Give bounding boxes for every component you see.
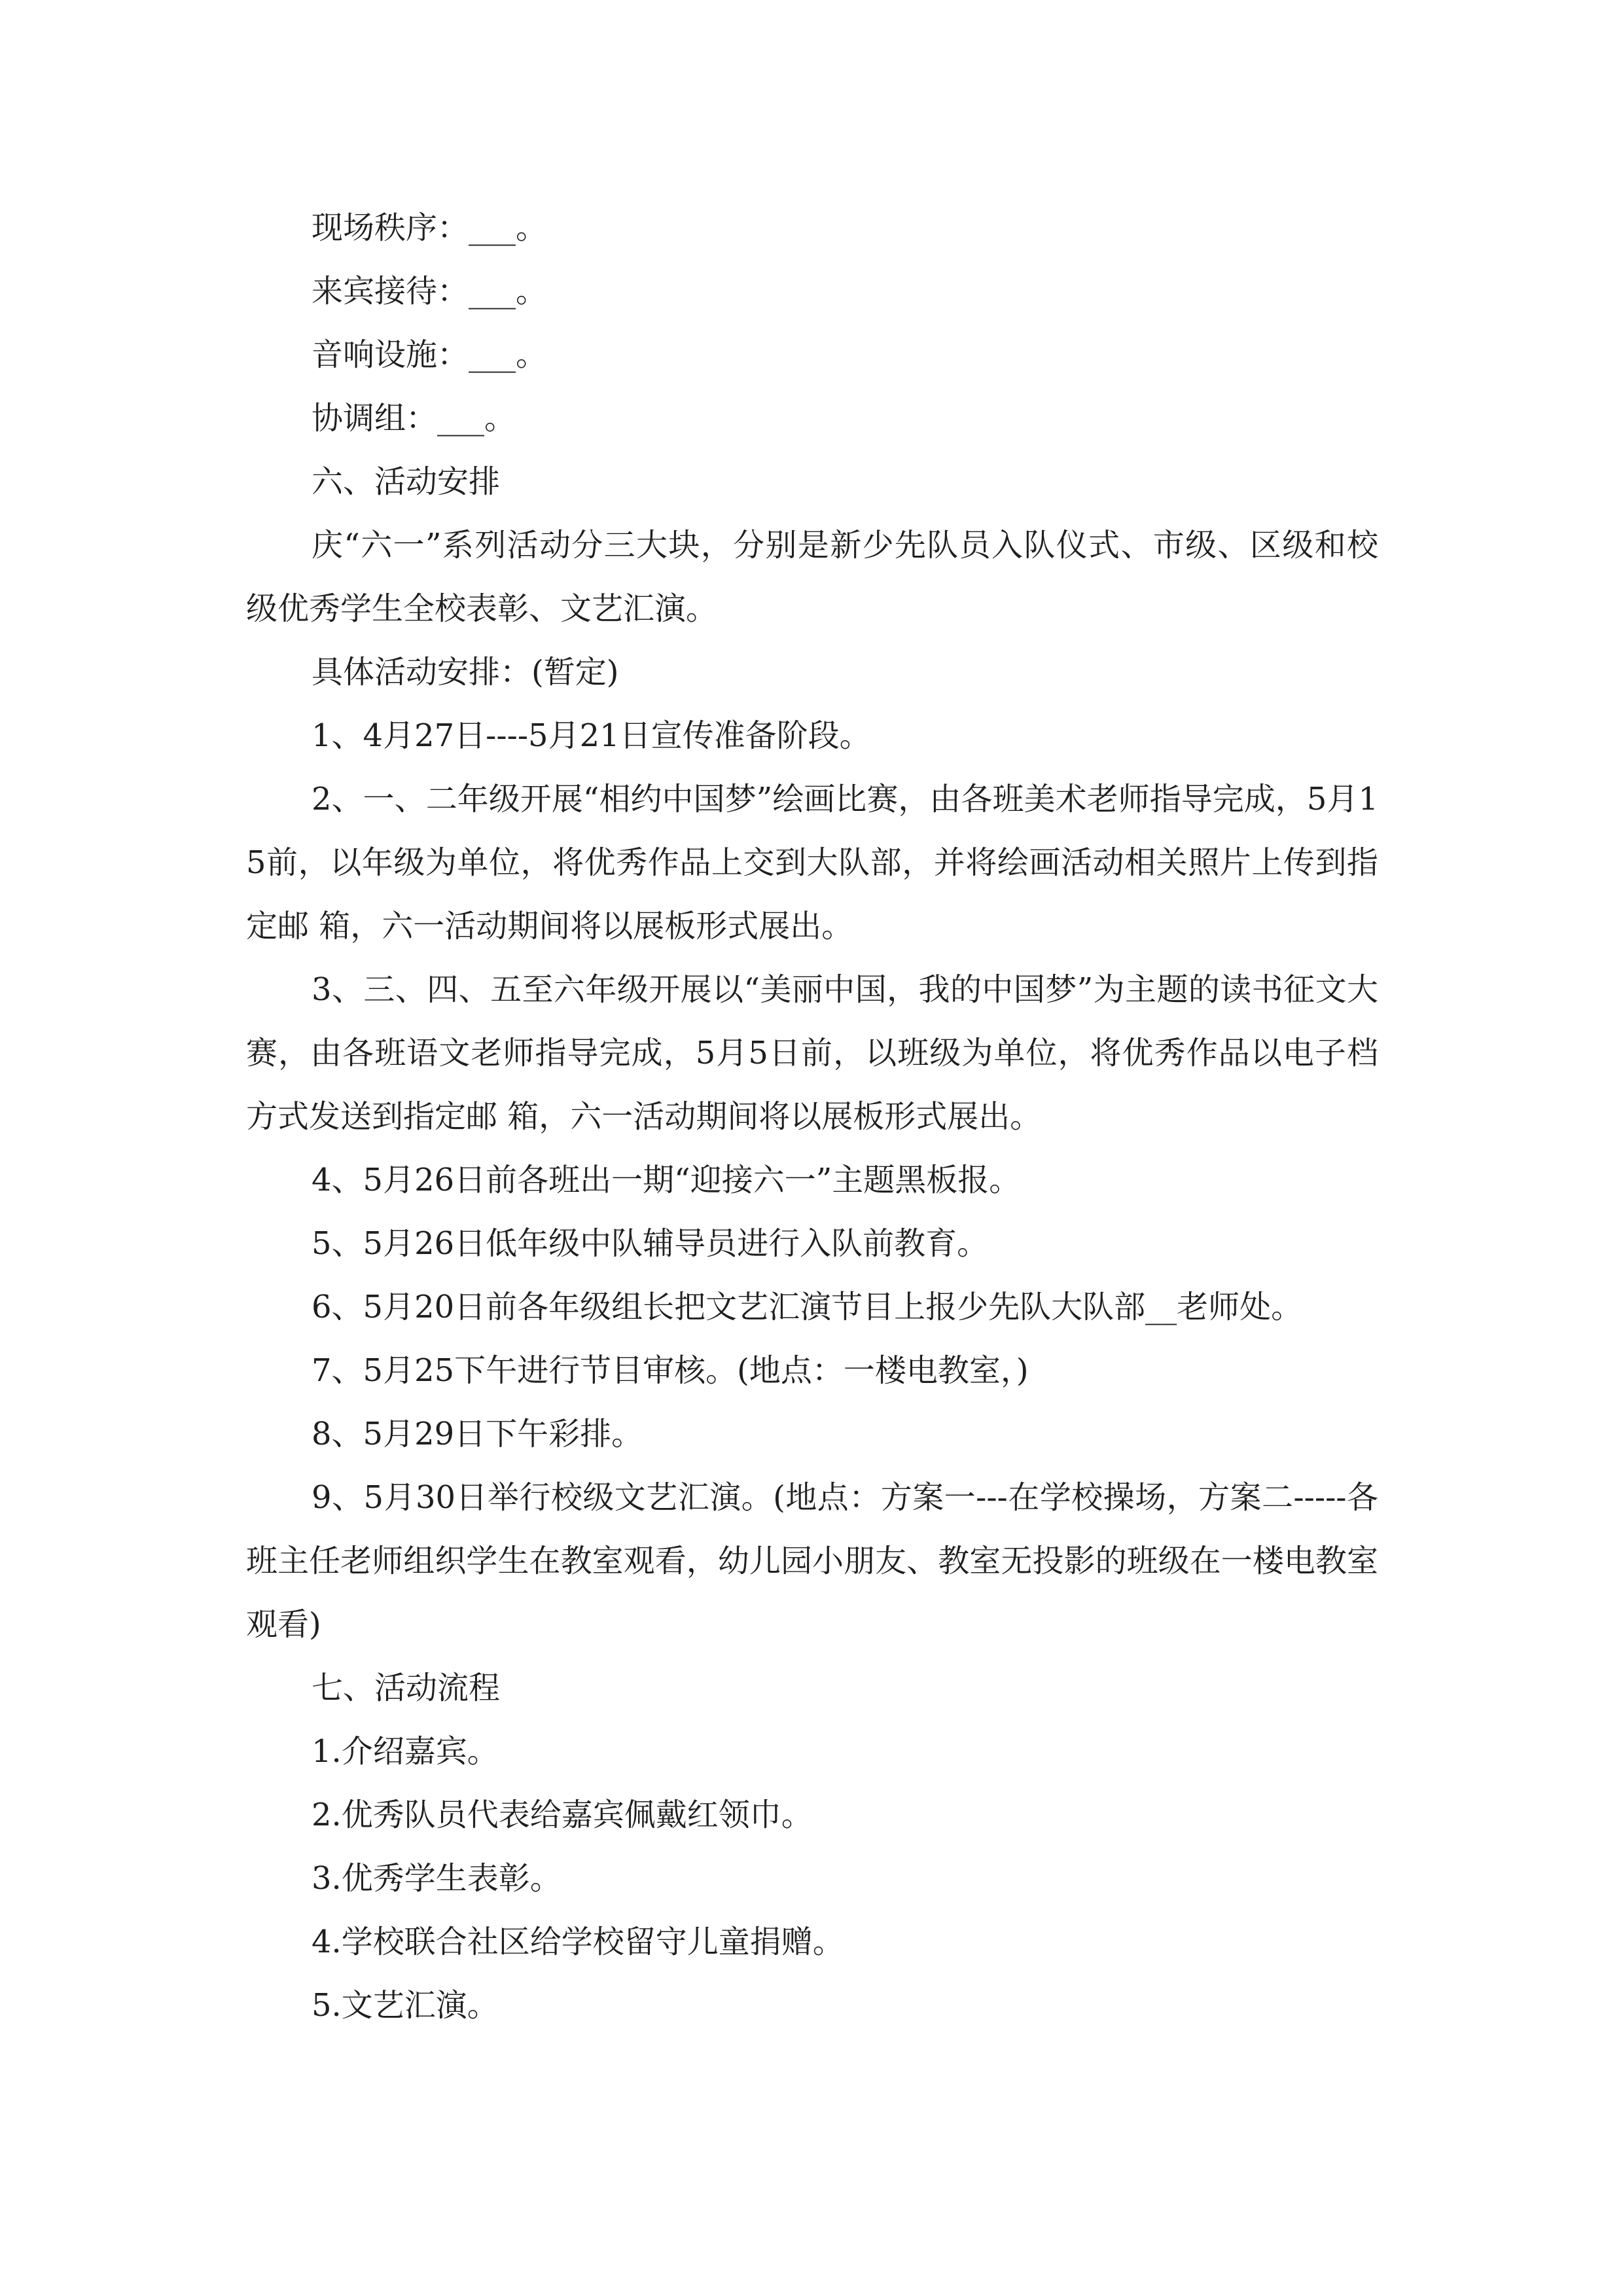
list-item-6: 6、5月20日前各年级组长把文艺汇演节目上报少先队大队部__老师处。 [312,1289,1303,1325]
paragraph-activity-overview: 庆“六一”系列活动分三大块，分别是新少先队员入队仪式、市级、区级和校级优秀学生全校表彰、文艺汇演。 [246,527,1378,627]
list-item-2: 2、一、二年级开展“相约中国梦”绘画比赛，由各班美术老师指导完成，5月15前，以年级为单位，将优秀作品上交到大队部，并将绘画活动相关照片上传到指定邮 箱，六一活动期间将以展板形式展出。 [246,781,1378,944]
list-item-4: 4、5月26日前各班出一期“迎接六一”主题黑板报。 [312,1162,1021,1198]
process-item-4: 4.学校联合社区给学校留守儿童捐赠。 [312,1924,844,1960]
paragraph-onsite-order: 现场秩序：___。 [312,209,548,246]
paragraph-coordination-group: 协调组：___。 [312,400,516,437]
list-item-1: 1、4月27日----5月21日宣传准备阶段。 [312,717,871,754]
process-item-5: 5.文艺汇演。 [312,1987,499,2024]
section-heading-activity-arrangement: 六、活动安排 [312,463,501,500]
paragraph-specific-arrangement: 具体活动安排：(暂定) [312,654,619,691]
list-item-9: 9、5月30日举行校级文艺汇演。(地点：方案一---在学校操场，方案二-----各班主任老师组织学生在教室观看，幼儿园小朋友、教室无投影的班级在一楼电教室观看) [246,1479,1378,1643]
list-item-3: 3、三、四、五至六年级开展以“美丽中国，我的中国梦”为主题的读书征文大赛，由各班语文老师指导完成，5月5日前，以班级为单位，将优秀作品以电子档方式发送到指定邮 箱，六一活动期间将以展板形式展出。 [246,971,1378,1135]
section-heading-activity-process: 七、活动流程 [312,1670,501,1706]
paragraph-sound-facilities: 音响设施：___。 [312,336,548,373]
process-item-3: 3.优秀学生表彰。 [312,1860,562,1897]
process-item-1: 1.介绍嘉宾。 [312,1733,499,1770]
list-item-5: 5、5月26日低年级中队辅导员进行入队前教育。 [312,1225,989,1262]
paragraph-guest-reception: 来宾接待：___。 [312,273,548,310]
process-item-2: 2.优秀队员代表给嘉宾佩戴红领巾。 [312,1797,813,1833]
list-item-7: 7、5月25下午进行节目审核。(地点：一楼电教室，) [312,1352,1029,1389]
list-item-8: 8、5月29日下午彩排。 [312,1416,643,1452]
document-body [246,196,1378,2037]
